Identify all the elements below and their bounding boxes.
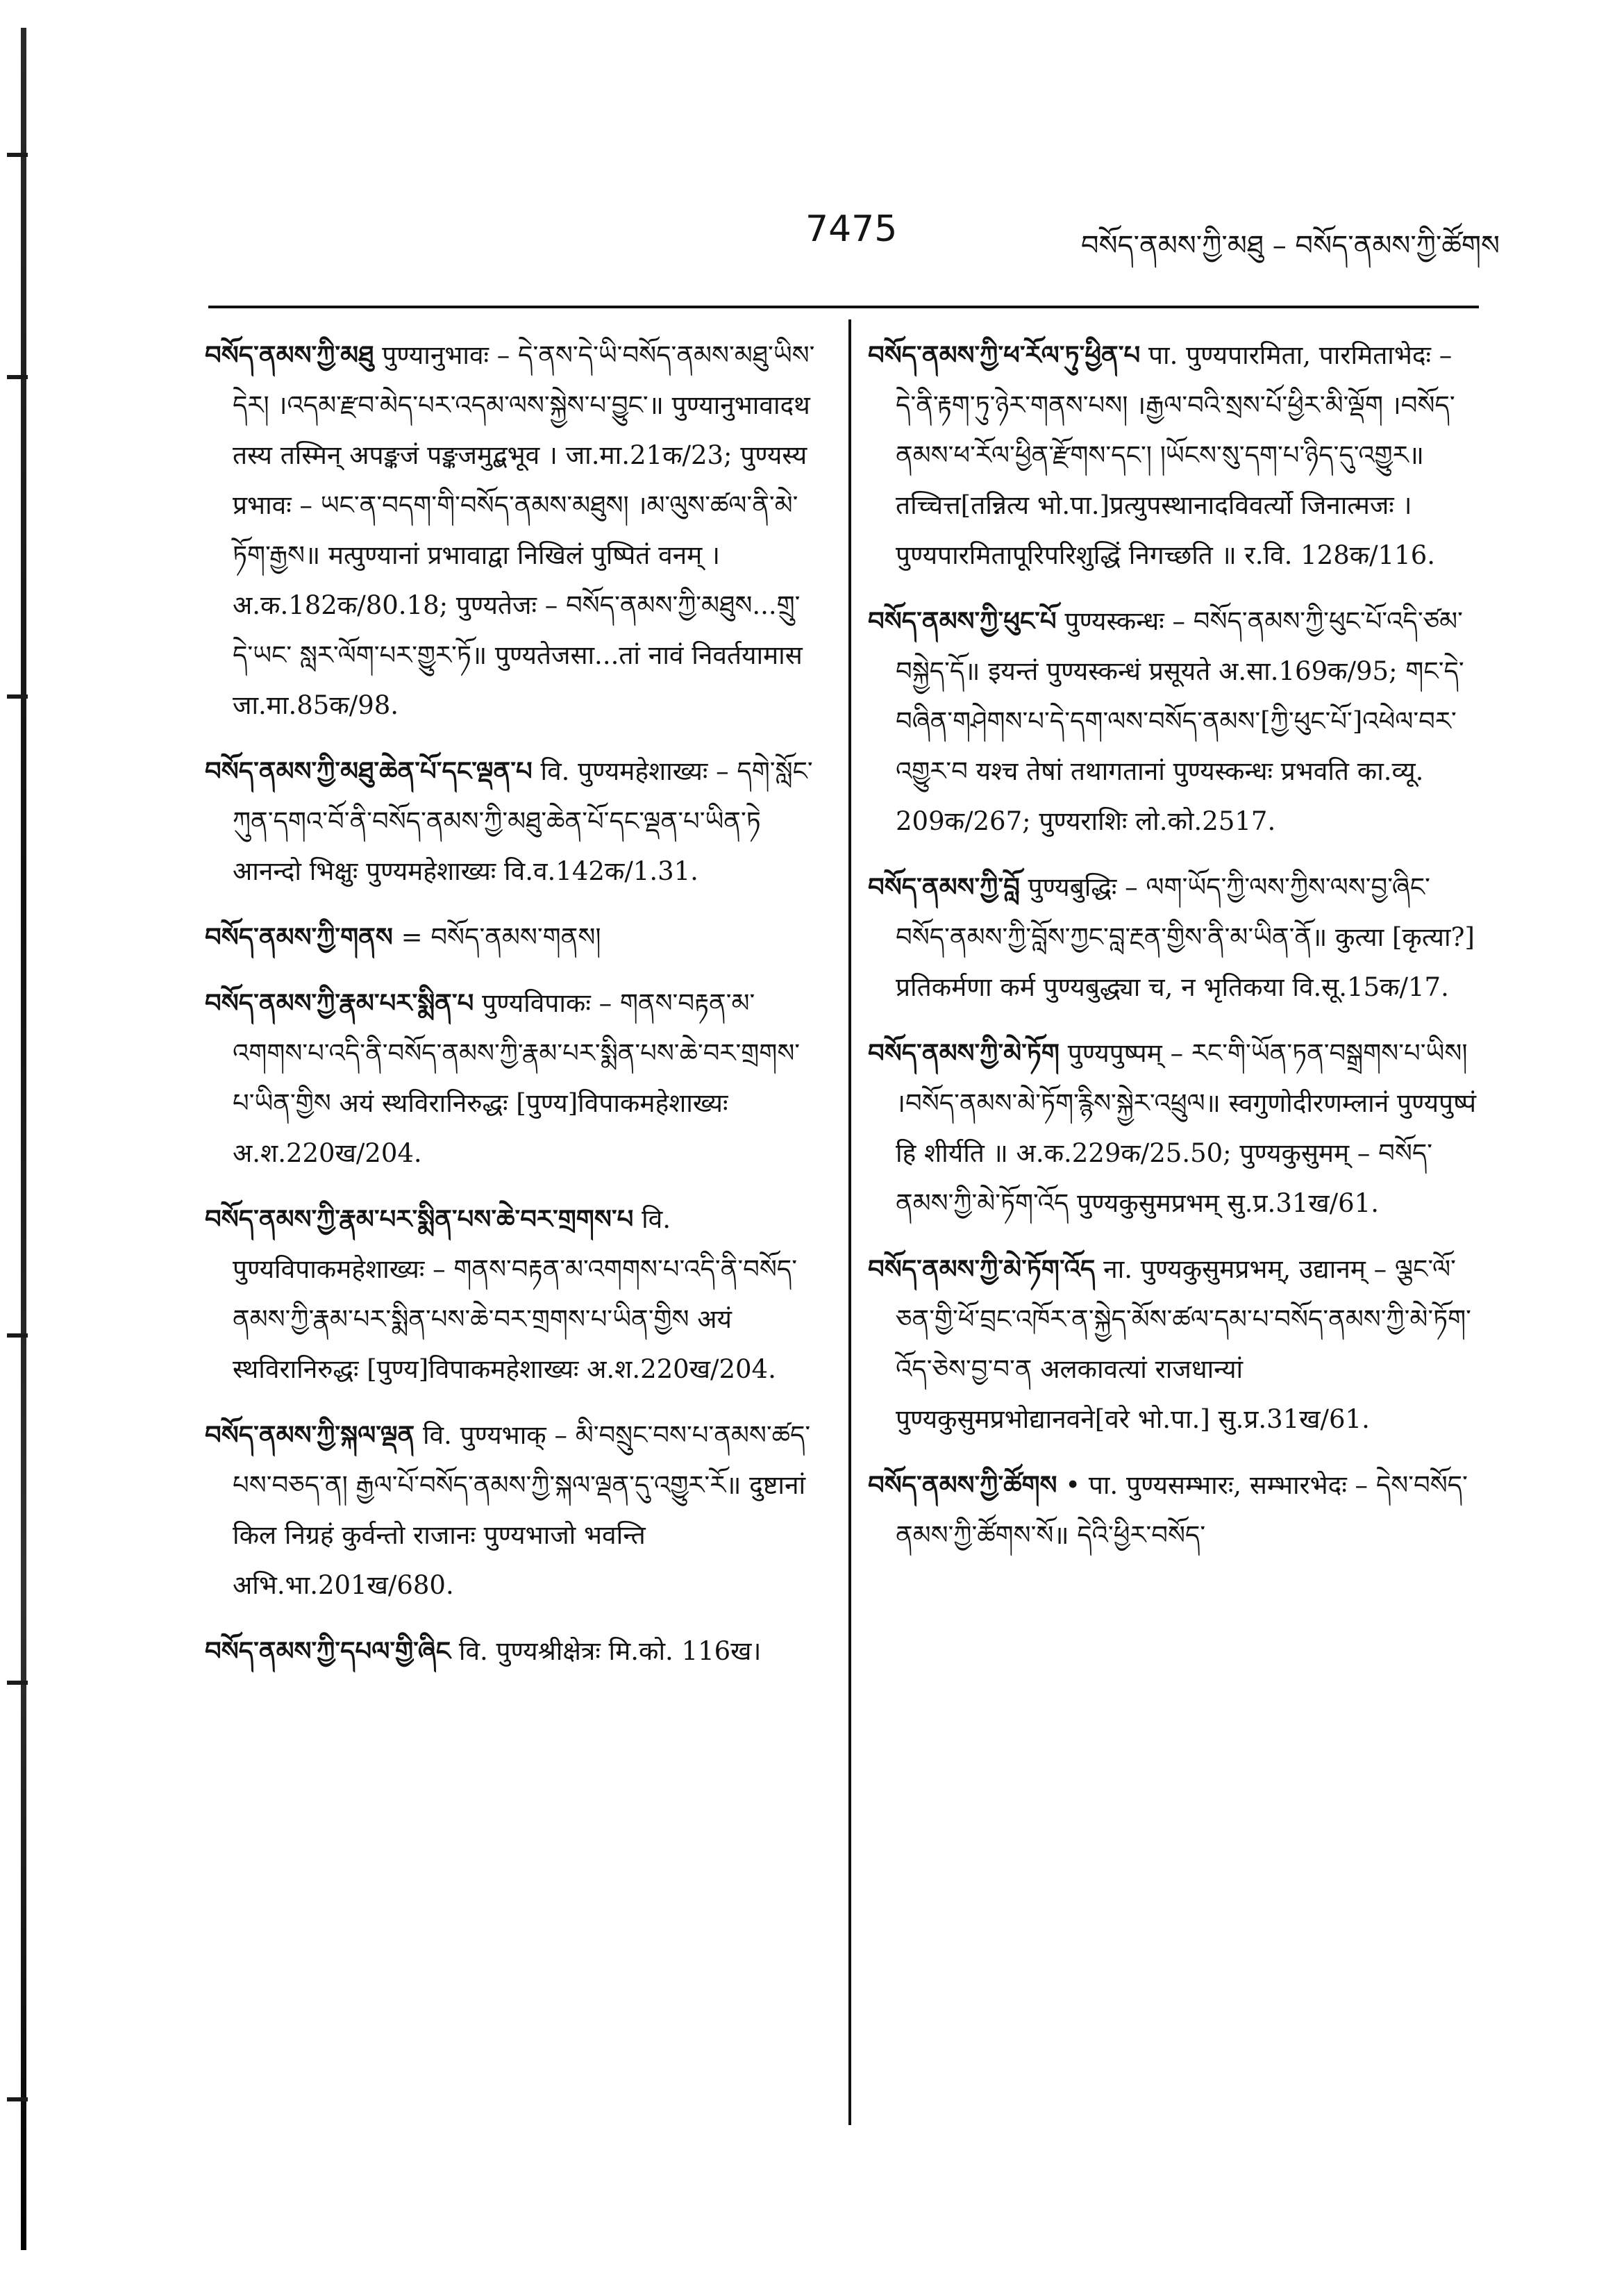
dictionary-entry — [205, 1194, 816, 1394]
entry-headword: བསོད་ནམས་ཀྱི་མེ་ཏོག — [868, 1038, 1060, 1068]
entry-definition: पा. पुण्यपारमिता, पारमिताभेदः – དེ་ནི་རྟག་ཏུ་ཉེར་གནས་པས། ।རྒྱལ་བའི་སྲས་པོ་ཕྱིར་མི་ལྡོག ।བསོད་ནམས་ཕ་རོལ་ཕྱིན་རྫོགས་དང་། །ཡོངས་སུ་དག་པ་ཉིད་དུ་འགྱུར॥ तच्चित्त[तन्नित्य भो.पा.]प्रत्युपस्थानादविवर्त्यो जिनात्मजः । पुण्यपारमितापूरिपरिशुद्धिं निगच्छति ॥ र.वि. 128क/116. — [896, 340, 1455, 570]
dictionary-entry — [205, 912, 816, 963]
dictionary-entry — [868, 596, 1479, 847]
entry-headword: བསོད་ནམས་ཀྱི་སྐལ་ལྡན — [205, 1419, 415, 1450]
entry-definition: = བསོད་ནམས་གནས། — [401, 922, 601, 952]
entry-definition: पुण्यबुद्धिः – ལག་ཡོད་ཀྱི་ལས་ཀྱིས་ལས་བྱ་ཞིང་བསོད་ནམས་ཀྱི་བློས་ཀྱང་བླ་རྔན་གྱིས་ནི་མ་ཡིན་ནོ॥ कुत्या [कृत्या?] प्रतिकर्मणा कर्म पुण्यबुद्ध्या च, न भृतिकया वि.सू.15क/17. — [896, 872, 1475, 1002]
scan-binding-edge — [21, 28, 26, 2250]
dictionary-entry — [205, 978, 816, 1179]
dictionary-entry — [868, 862, 1479, 1013]
edge-mark — [7, 1333, 28, 1338]
entry-definition: वि. पुण्यमहेशाख्यः – དགེ་སློང་ཀུན་དགའ་བོ་ནི་བསོད་ནམས་ཀྱི་མཐུ་ཆེན་པོ་དང་ལྡན་པ་ཡིན་ཏེ आनन्दो भिक्षुः पुण्यमहेशाख्यः वि.व.142क/1.31. — [233, 756, 813, 886]
entry-headword: བསོད་ནམས་ཀྱི་དཔལ་གྱི་ཞིང — [205, 1635, 451, 1666]
dictionary-entry — [205, 1626, 816, 1676]
entry-definition: • पा. पुण्यसम्भारः, सम्भारभेदः – དེས་བསོད་ནམས་ཀྱི་ཚོགས་སོ॥ དེའི་ཕྱིར་བསོད་ — [896, 1470, 1468, 1550]
page-header — [805, 208, 1500, 264]
header-rule — [208, 306, 1479, 308]
page-number: 7475 — [805, 208, 898, 250]
running-title: བསོད་ནམས་ཀྱི་མཐུ – བསོད་ནམས་ཀྱི་ཚོགས — [1080, 230, 1500, 262]
entry-headword: བསོད་ནམས་ཀྱི་རྣམ་པར་སྨིན་པ — [205, 988, 474, 1018]
entry-headword: བསོད་ནམས་ཀྱི་ཚོགས — [868, 1469, 1057, 1500]
dictionary-entry — [205, 1410, 816, 1610]
entry-definition: पुण्यपुष्पम् – རང་གི་ཡོན་ཏན་བསྒྲགས་པ་ཡིས། ।བསོད་ནམས་མེ་ཏོག་རྙིས་སྐྱེར་འཕྲུལ॥ स्वगुणोदीरणम्लानं पुण्यपुष्पं हि शीर्यति ॥ अ.क.229क/25.50; पुण्यकुसुमम् – བསོད་ནམས་ཀྱི་མེ་ཏོག་འོད पुण्यकुसुमप्रभम् सु.प्र.31ख/61. — [896, 1038, 1477, 1218]
edge-mark — [7, 694, 28, 699]
entry-headword: བསོད་ནམས་ཀྱི་ཕ་རོལ་ཏུ་ཕྱིན་པ — [868, 340, 1141, 370]
entry-headword: བསོད་ནམས་ཀྱི་བློ — [868, 872, 1020, 902]
entry-definition: पुण्यस्कन्धः – བསོད་ནམས་ཀྱི་ཕུང་པོ་འདི་ཙམ་བསྐྱེད་དོ॥ इयन्तं पुण्यस्कन्धं प्रसूयते अ.सा.169क/95; གང་དེ་བཞིན་གཤེགས་པ་དེ་དག་ལས་བསོད་ནམས་[ཀྱི་ཕུང་པོ་]འཕེལ་བར་འགྱུར་བ यश्च तेषां तथागतानां पुण्यस्कन्धः प्रभवति का.व्यू. 209क/267; पुण्यराशिः लो.को.2517. — [896, 606, 1464, 836]
edge-mark — [7, 1681, 28, 1685]
entry-headword: བསོད་ནམས་ཀྱི་མེ་ཏོག་འོད — [868, 1254, 1096, 1284]
entry-headword: བསོད་ནམས་ཀྱི་མཐུ — [205, 340, 374, 370]
dictionary-entry — [868, 330, 1479, 581]
entry-headword: བསོད་ནམས་ཀྱི་གནས — [205, 922, 393, 952]
dictionary-entry — [868, 1028, 1479, 1229]
entry-definition: वि. पुण्यविपाकमहेशाख्यः – གནས་བརྟན་མ་འགགས་པ་འདི་ནི་བསོད་ནམས་ཀྱི་རྣམ་པར་སྨིན་པས་ཆེ་བར་གྲགས་པ་ཡིན་གྱིས अयं स्थविरानिरुद्धः [पुण्य]विपाकमहेशाख्यः अ.श.220ख/204. — [233, 1204, 797, 1384]
edge-mark — [7, 153, 28, 157]
entry-definition: वि. पुण्यभाक् – མི་བསྲུང་བས་པ་ནམས་ཚད་པས་བཅད་ན། རྒྱལ་པོ་བསོད་ནམས་ཀྱི་སྐལ་ལྡན་དུ་འགྱུར་རོ॥ दुष्टानां किल निग्रहं कुर्वन्तो राजानः पुण्यभाजो भवन्ति अभि.भा.201ख/680. — [233, 1420, 811, 1600]
edge-mark — [7, 375, 28, 379]
entry-headword: བསོད་ནམས་ཀྱི་ཕུང་པོ — [868, 606, 1057, 636]
dictionary-entry — [868, 1460, 1479, 1560]
entry-definition: पुण्यविपाकः – གནས་བརྟན་མ་འགགས་པ་འདི་ནི་བསོད་ནམས་ཀྱི་རྣམ་པར་སྨིན་པས་ཆེ་བར་གྲགས་པ་ཡིན་གྱིས अयं स्थविरानिरुद्धः [पुण्य]विपाकमहेशाख्यः अ.श.220ख/204. — [233, 988, 801, 1168]
right-column — [868, 330, 1479, 1576]
entry-definition: पुण्यानुभावः – དེ་ནས་དེ་ཡི་བསོད་ནམས་མཐུ་ཡིས་དེར། ।འདམ་རྫབ་མེད་པར་འདམ་ལས་སྐྱེས་པ་བྱུང་॥ पुण्यानुभावादथ तस्य तस्मिन् अपङ्कजं पङ्कजमुद्बभूव । जा.मा.21क/23; पुण्यस्य प्रभावः – ཡང་ན་བདག་གི་བསོད་ནམས་མཐུས། ।མ་ལུས་ཚལ་ནི་མེ་ཏོག་རྒྱས॥ मत्पुण्यानां प्रभावाद्वा निखिलं पुष्पितं वनम् । अ.क.182क/80.18; पुण्यतेजः – བསོད་ནམས་ཀྱི་མཐུས...གྲུ་དེ་ཡང་ སླར་ལོག་པར་གྱུར་ཏོ॥ पुण्यतेजसा...तां नावं निवर्तयामास जा.मा.85क/98. — [233, 340, 815, 720]
dictionary-entry — [868, 1244, 1479, 1444]
entry-definition: वि. पुण्यश्रीक्षेत्रः मि.को. 116ख। — [458, 1636, 762, 1666]
column-divider — [848, 319, 851, 2125]
left-column — [205, 330, 816, 1692]
edge-mark — [7, 2097, 28, 2101]
entry-definition: ना. पुण्यकुसुमप्रभम्, उद्यानम् – ལྕང་ལོ་ཅན་གྱི་ཕོ་བྲང་འཁོར་ན་སྐྱེད་མོས་ཚལ་དམ་པ་བསོད་ནམས་ཀྱི་མེ་ཏོག་འོད་ཅེས་བྱ་བ་ན अलकावत्यां राजधान्यां पुण्यकुसुमप्रभोद्यानवने[वरे भो.पा.] सु.प्र.31ख/61. — [896, 1254, 1471, 1434]
dictionary-entry — [205, 746, 816, 897]
entry-headword: བསོད་ནམས་ཀྱི་མཐུ་ཆེན་པོ་དང་ལྡན་པ — [205, 756, 533, 786]
dictionary-entry — [205, 330, 816, 731]
entry-headword: བསོད་ནམས་ཀྱི་རྣམ་པར་སྨིན་པས་ཆེ་བར་གྲགས་པ — [205, 1204, 634, 1234]
